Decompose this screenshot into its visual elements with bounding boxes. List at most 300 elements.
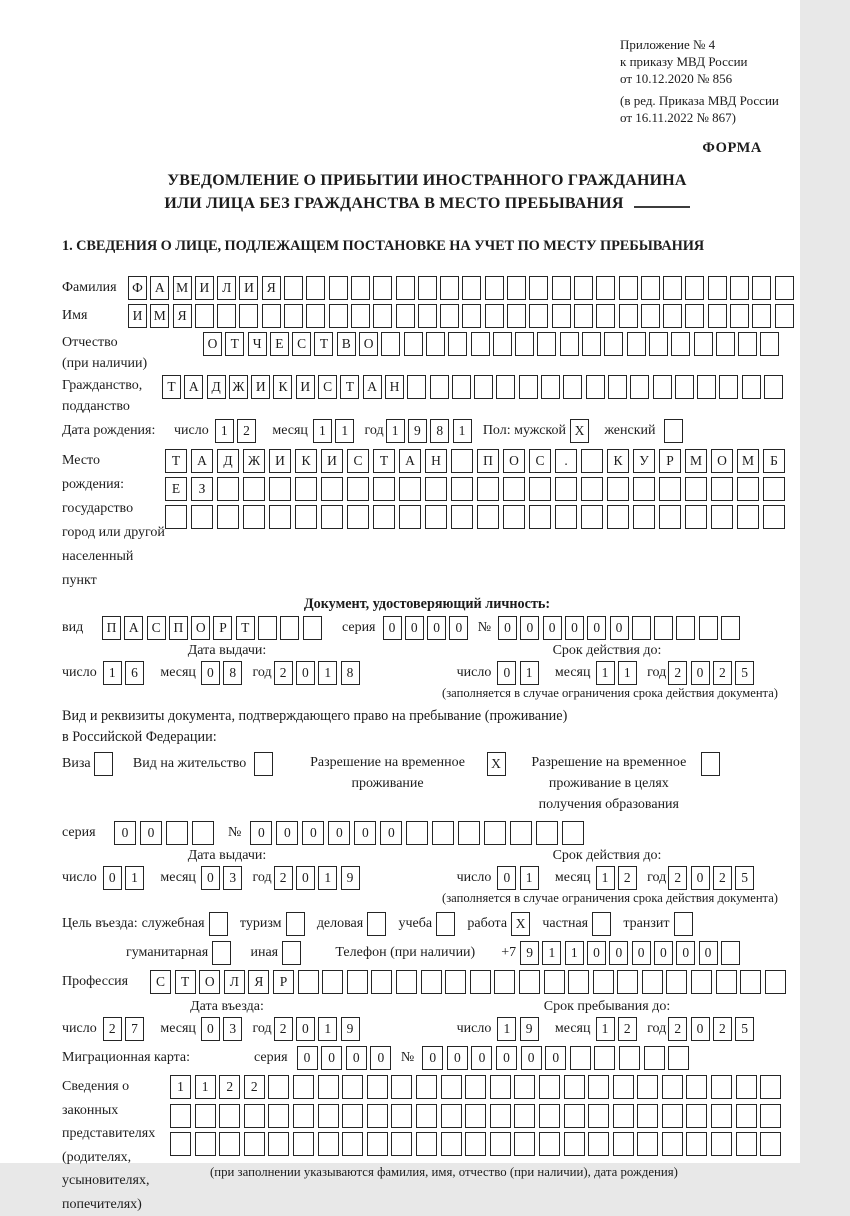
char-cell: 1	[313, 419, 332, 443]
char-cell: П	[169, 616, 188, 640]
char-cell	[381, 332, 400, 356]
char-cell: Д	[207, 375, 226, 399]
char-cell: З	[191, 477, 213, 501]
char-cell	[539, 1132, 560, 1156]
stay-doc-dates	[62, 847, 792, 890]
stay-number-label: №	[228, 825, 242, 840]
char-cell	[425, 505, 447, 529]
birth-place-row1-cells	[165, 449, 789, 473]
doc-valid-heading: Срок действия до:	[552, 643, 662, 658]
birth-place-sublabel1: государство	[62, 501, 134, 516]
char-cell	[445, 970, 466, 994]
year-label: год	[252, 870, 272, 885]
char-cell: 0	[691, 1017, 710, 1041]
char-cell: В	[337, 332, 356, 356]
residence-permit-checkbox	[254, 752, 276, 776]
stay-series-cells	[114, 821, 218, 845]
day-label: число	[62, 1021, 97, 1036]
char-cell	[671, 332, 690, 356]
char-cell	[452, 375, 471, 399]
form-title-line2: ИЛИ ЛИЦА БЕЗ ГРАЖДАНСТВА В МЕСТО ПРЕБЫВАНИЯ	[62, 192, 792, 215]
char-cell: 0	[346, 1046, 367, 1070]
char-cell	[760, 1075, 781, 1099]
char-cell	[752, 304, 771, 328]
char-cell	[659, 505, 681, 529]
char-cell	[662, 1104, 683, 1128]
char-cell	[666, 970, 687, 994]
char-cell: Ч	[248, 332, 267, 356]
char-cell	[581, 505, 603, 529]
char-cell: 0	[405, 616, 424, 640]
char-cell	[685, 477, 707, 501]
char-cell	[373, 477, 395, 501]
char-cell	[515, 332, 534, 356]
char-cell	[399, 505, 421, 529]
char-cell: 2	[713, 866, 732, 890]
char-cell: П	[477, 449, 499, 473]
char-cell	[663, 276, 682, 300]
purpose-tourism-label: туризм	[239, 916, 282, 931]
char-cell	[367, 1132, 388, 1156]
firstname-cells	[128, 304, 797, 328]
char-cell: 0	[587, 941, 606, 965]
char-cell: А	[150, 276, 169, 300]
char-cell	[668, 1046, 689, 1070]
day-label: число	[456, 870, 492, 885]
stay-doc-intro1: Вид и реквизиты документа, подтверждающего право на пребывание (проживание)	[62, 708, 568, 724]
char-cell: С	[529, 449, 551, 473]
char-cell	[391, 1132, 412, 1156]
stay-valid-date	[422, 866, 792, 890]
stay-issue-month-cells	[201, 866, 246, 890]
char-cell: 1	[497, 1017, 516, 1041]
visa-label: Виза	[62, 756, 91, 771]
sex-female-label: женский	[604, 423, 656, 438]
char-cell	[485, 304, 504, 328]
doc-series-label: серия	[341, 620, 376, 635]
char-cell	[555, 505, 577, 529]
char-cell	[269, 477, 291, 501]
char-cell: 2	[274, 866, 293, 890]
char-cell: 0	[543, 616, 562, 640]
char-cell	[490, 1104, 511, 1128]
char-cell: 5	[735, 661, 754, 685]
char-cell	[560, 332, 579, 356]
patronymic-row	[62, 332, 792, 374]
stay-number-cells	[250, 821, 588, 845]
year-label: год	[252, 665, 272, 680]
char-cell	[588, 1132, 609, 1156]
char-cell	[574, 276, 593, 300]
char-cell: 0	[321, 1046, 342, 1070]
char-cell	[496, 375, 515, 399]
char-cell: 0	[521, 1046, 542, 1070]
char-cell: М	[150, 304, 169, 328]
doc-number-label: №	[477, 620, 492, 635]
char-cell	[322, 970, 343, 994]
char-cell: 8	[223, 661, 242, 685]
char-cell	[510, 821, 532, 845]
char-cell: И	[269, 449, 291, 473]
char-cell	[280, 616, 299, 640]
char-cell: 0	[699, 941, 718, 965]
char-cell: И	[128, 304, 147, 328]
char-cell: А	[184, 375, 203, 399]
char-cell	[451, 449, 473, 473]
birth-place-block	[62, 449, 792, 593]
char-cell	[604, 332, 623, 356]
year-label: год	[252, 1021, 272, 1036]
birth-place-row2-cells	[165, 477, 789, 501]
form-label: ФОРМА	[702, 140, 762, 156]
char-cell: А	[399, 449, 421, 473]
stay-until-year-cells	[668, 1017, 757, 1041]
stay-until-date	[422, 1017, 792, 1041]
char-cell: 0	[250, 821, 272, 845]
char-cell: А	[191, 449, 213, 473]
char-cell	[736, 1075, 757, 1099]
char-cell	[490, 1132, 511, 1156]
char-cell: 9	[520, 1017, 539, 1041]
char-cell	[477, 477, 499, 501]
char-cell: 0	[296, 866, 315, 890]
char-cell: 0	[609, 941, 628, 965]
char-cell	[736, 1104, 757, 1128]
char-cell	[371, 970, 392, 994]
stay-issue-year-cells	[274, 866, 363, 890]
char-cell	[440, 304, 459, 328]
char-cell	[594, 1046, 615, 1070]
char-cell: 0	[497, 661, 516, 685]
doc-valid-date	[422, 661, 792, 685]
stay-valid-year-cells	[668, 866, 757, 890]
char-cell	[268, 1104, 289, 1128]
migration-number-label: №	[400, 1050, 415, 1065]
char-cell	[165, 505, 187, 529]
char-cell	[544, 970, 565, 994]
char-cell	[441, 1104, 462, 1128]
char-cell	[607, 505, 629, 529]
char-cell: 0	[449, 616, 468, 640]
char-cell: 1	[618, 661, 637, 685]
doc-valid-day-cells	[497, 661, 542, 685]
purpose-study-checkbox	[436, 912, 458, 936]
char-cell	[373, 505, 395, 529]
stay-valid-heading: Срок действия до:	[552, 848, 662, 863]
representatives-row1-cells	[170, 1075, 785, 1099]
char-cell: Я	[248, 970, 269, 994]
char-cell: 0	[496, 1046, 517, 1070]
char-cell	[662, 1075, 683, 1099]
char-cell	[675, 375, 694, 399]
char-cell	[258, 616, 277, 640]
char-cell	[458, 821, 480, 845]
purpose-row2	[126, 941, 792, 965]
char-cell	[212, 941, 231, 965]
char-cell	[588, 1075, 609, 1099]
char-cell	[694, 332, 713, 356]
char-cell	[269, 505, 291, 529]
temp-residence-label: Разрешение на временное проживание	[310, 755, 465, 791]
stay-until-day-cells	[497, 1017, 542, 1041]
char-cell	[760, 332, 779, 356]
char-cell	[217, 477, 239, 501]
char-cell	[321, 505, 343, 529]
char-cell: 0	[427, 616, 446, 640]
char-cell	[217, 505, 239, 529]
char-cell	[701, 752, 720, 776]
representatives-row2-cells	[170, 1104, 785, 1128]
char-cell	[298, 970, 319, 994]
doc-issue-month-cells	[201, 661, 246, 685]
char-cell	[539, 1075, 560, 1099]
char-cell	[396, 304, 415, 328]
char-cell: 1	[318, 1017, 337, 1041]
char-cell: 2	[244, 1075, 265, 1099]
char-cell	[737, 505, 759, 529]
char-cell: 0	[691, 866, 710, 890]
char-cell	[632, 616, 651, 640]
purpose-private-label: частная	[542, 916, 589, 931]
char-cell: 0	[276, 821, 298, 845]
purpose-humanitarian-checkbox	[212, 941, 234, 965]
birth-place-strips	[165, 449, 789, 529]
char-cell	[477, 505, 499, 529]
birth-date-label: Дата рождения:	[62, 423, 156, 438]
char-cell	[244, 1104, 265, 1128]
char-cell: Т	[225, 332, 244, 356]
char-cell: 1	[565, 941, 584, 965]
char-cell: 0	[497, 866, 516, 890]
char-cell: И	[239, 276, 258, 300]
char-cell: 7	[125, 1017, 144, 1041]
char-cell: О	[503, 449, 525, 473]
char-cell	[284, 304, 303, 328]
char-cell	[711, 505, 733, 529]
visa-option	[62, 752, 116, 776]
phone-cells	[520, 941, 743, 965]
char-cell	[191, 505, 213, 529]
char-cell	[329, 276, 348, 300]
char-cell	[318, 1104, 339, 1128]
char-cell	[514, 1132, 535, 1156]
char-cell	[685, 505, 707, 529]
char-cell	[351, 304, 370, 328]
month-label: месяц	[160, 1021, 196, 1036]
char-cell: 2	[713, 661, 732, 685]
char-cell	[514, 1104, 535, 1128]
char-cell: 2	[618, 866, 637, 890]
purpose-official-label: служебная	[141, 916, 205, 931]
char-cell	[582, 332, 601, 356]
char-cell	[721, 616, 740, 640]
char-cell	[347, 505, 369, 529]
residence-permit-option	[133, 752, 277, 776]
patronymic-sublabel: (при наличии)	[62, 356, 148, 371]
year-label: год	[647, 870, 667, 885]
char-cell: 1	[170, 1075, 191, 1099]
stay-doc-intro2: в Российской Федерации:	[62, 729, 217, 745]
char-cell	[462, 304, 481, 328]
char-cell: 1	[596, 661, 615, 685]
char-cell	[633, 505, 655, 529]
char-cell: 0	[201, 661, 220, 685]
char-cell: А	[124, 616, 143, 640]
char-cell: 0	[676, 941, 695, 965]
char-cell	[503, 477, 525, 501]
char-cell	[552, 304, 571, 328]
doc-kind-label: вид	[62, 620, 84, 635]
char-cell	[268, 1132, 289, 1156]
char-cell: М	[737, 449, 759, 473]
char-cell: К	[295, 449, 317, 473]
stay-issue-block	[62, 847, 392, 890]
entry-date	[62, 1017, 392, 1041]
char-cell: Ф	[128, 276, 147, 300]
char-cell: 0	[447, 1046, 468, 1070]
char-cell	[564, 1104, 585, 1128]
char-cell: О	[199, 970, 220, 994]
char-cell	[662, 1132, 683, 1156]
char-cell	[254, 752, 273, 776]
char-cell	[303, 616, 322, 640]
char-cell	[593, 970, 614, 994]
char-cell	[568, 970, 589, 994]
char-cell: Т	[165, 449, 187, 473]
char-cell: Р	[213, 616, 232, 640]
char-cell: М	[173, 276, 192, 300]
char-cell: Я	[262, 276, 281, 300]
purpose-business-checkbox	[367, 912, 389, 936]
stay-until-block	[422, 998, 792, 1041]
char-cell	[764, 375, 783, 399]
char-cell	[730, 276, 749, 300]
char-cell: 2	[668, 1017, 687, 1041]
purpose-transit-label: транзит	[623, 916, 670, 931]
char-cell: И	[296, 375, 315, 399]
char-cell: С	[292, 332, 311, 356]
char-cell: 1	[335, 419, 354, 443]
stay-doc-series-row	[62, 821, 792, 845]
char-cell	[367, 1075, 388, 1099]
char-cell: Т	[236, 616, 255, 640]
doc-issue-date	[62, 661, 392, 685]
phone-label: Телефон (при наличии)	[335, 945, 476, 960]
char-cell	[441, 1075, 462, 1099]
char-cell: 1	[386, 419, 405, 443]
char-cell: М	[685, 449, 707, 473]
char-cell	[293, 1104, 314, 1128]
char-cell	[642, 970, 663, 994]
char-cell	[416, 1075, 437, 1099]
char-cell	[752, 276, 771, 300]
char-cell	[490, 1075, 511, 1099]
phone-prefix: +7	[501, 945, 517, 960]
char-cell	[592, 912, 611, 936]
char-cell	[243, 477, 265, 501]
char-cell	[391, 1075, 412, 1099]
char-cell	[494, 970, 515, 994]
year-label: год	[647, 665, 667, 680]
title-blank-underline	[634, 194, 690, 208]
char-cell	[760, 1104, 781, 1128]
char-cell: 2	[713, 1017, 732, 1041]
profession-cells	[150, 970, 789, 994]
char-cell	[686, 1104, 707, 1128]
char-cell	[170, 1104, 191, 1128]
char-cell: 0	[296, 1017, 315, 1041]
char-cell	[485, 276, 504, 300]
purpose-work-checkbox	[511, 912, 533, 936]
char-cell	[613, 1104, 634, 1128]
char-cell: 0	[610, 616, 629, 640]
day-label: число	[456, 665, 492, 680]
month-label: месяц	[554, 870, 591, 885]
char-cell	[537, 332, 556, 356]
char-cell: 0	[380, 821, 402, 845]
char-cell	[685, 304, 704, 328]
char-cell	[529, 505, 551, 529]
doc-valid-year-cells	[668, 661, 757, 685]
char-cell	[192, 821, 214, 845]
char-cell	[685, 276, 704, 300]
stay-issue-day-cells	[103, 866, 148, 890]
char-cell	[519, 375, 538, 399]
entry-dates	[62, 998, 792, 1041]
char-cell: С	[147, 616, 166, 640]
char-cell	[432, 821, 454, 845]
char-cell	[539, 1104, 560, 1128]
char-cell	[555, 477, 577, 501]
char-cell: 0	[354, 821, 376, 845]
char-cell	[775, 276, 794, 300]
char-cell	[465, 1075, 486, 1099]
char-cell: Е	[270, 332, 289, 356]
char-cell: 9	[408, 419, 427, 443]
char-cell: 0	[296, 661, 315, 685]
char-cell: К	[607, 449, 629, 473]
char-cell	[716, 332, 735, 356]
char-cell: И	[321, 449, 343, 473]
day-label: число	[456, 1021, 492, 1036]
purpose-work-label: работа	[467, 916, 508, 931]
char-cell	[416, 1132, 437, 1156]
stay-issue-date	[62, 866, 392, 890]
char-cell: 6	[125, 661, 144, 685]
birth-place-sublabel2: город или другой	[62, 525, 165, 540]
day-label: число	[62, 870, 97, 885]
char-cell	[742, 375, 761, 399]
purpose-humanitarian-label: гуманитарная	[126, 945, 209, 960]
char-cell: 2	[274, 661, 293, 685]
char-cell	[686, 1075, 707, 1099]
representatives-note: (при заполнении указываются фамилия, имя, отчество (при наличии), дата рождения)	[210, 1165, 678, 1179]
char-cell: 1	[596, 1017, 615, 1041]
month-label: месяц	[272, 423, 308, 438]
migration-series-cells	[297, 1046, 395, 1070]
char-cell	[654, 616, 673, 640]
char-cell	[507, 276, 526, 300]
char-cell: 0	[103, 866, 122, 890]
char-cell: О	[711, 449, 733, 473]
char-cell: 1	[215, 419, 234, 443]
char-cell	[711, 1075, 732, 1099]
char-cell	[627, 332, 646, 356]
char-cell	[581, 477, 603, 501]
char-cell	[441, 1132, 462, 1156]
representatives-row3-cells	[170, 1132, 785, 1156]
char-cell	[373, 304, 392, 328]
